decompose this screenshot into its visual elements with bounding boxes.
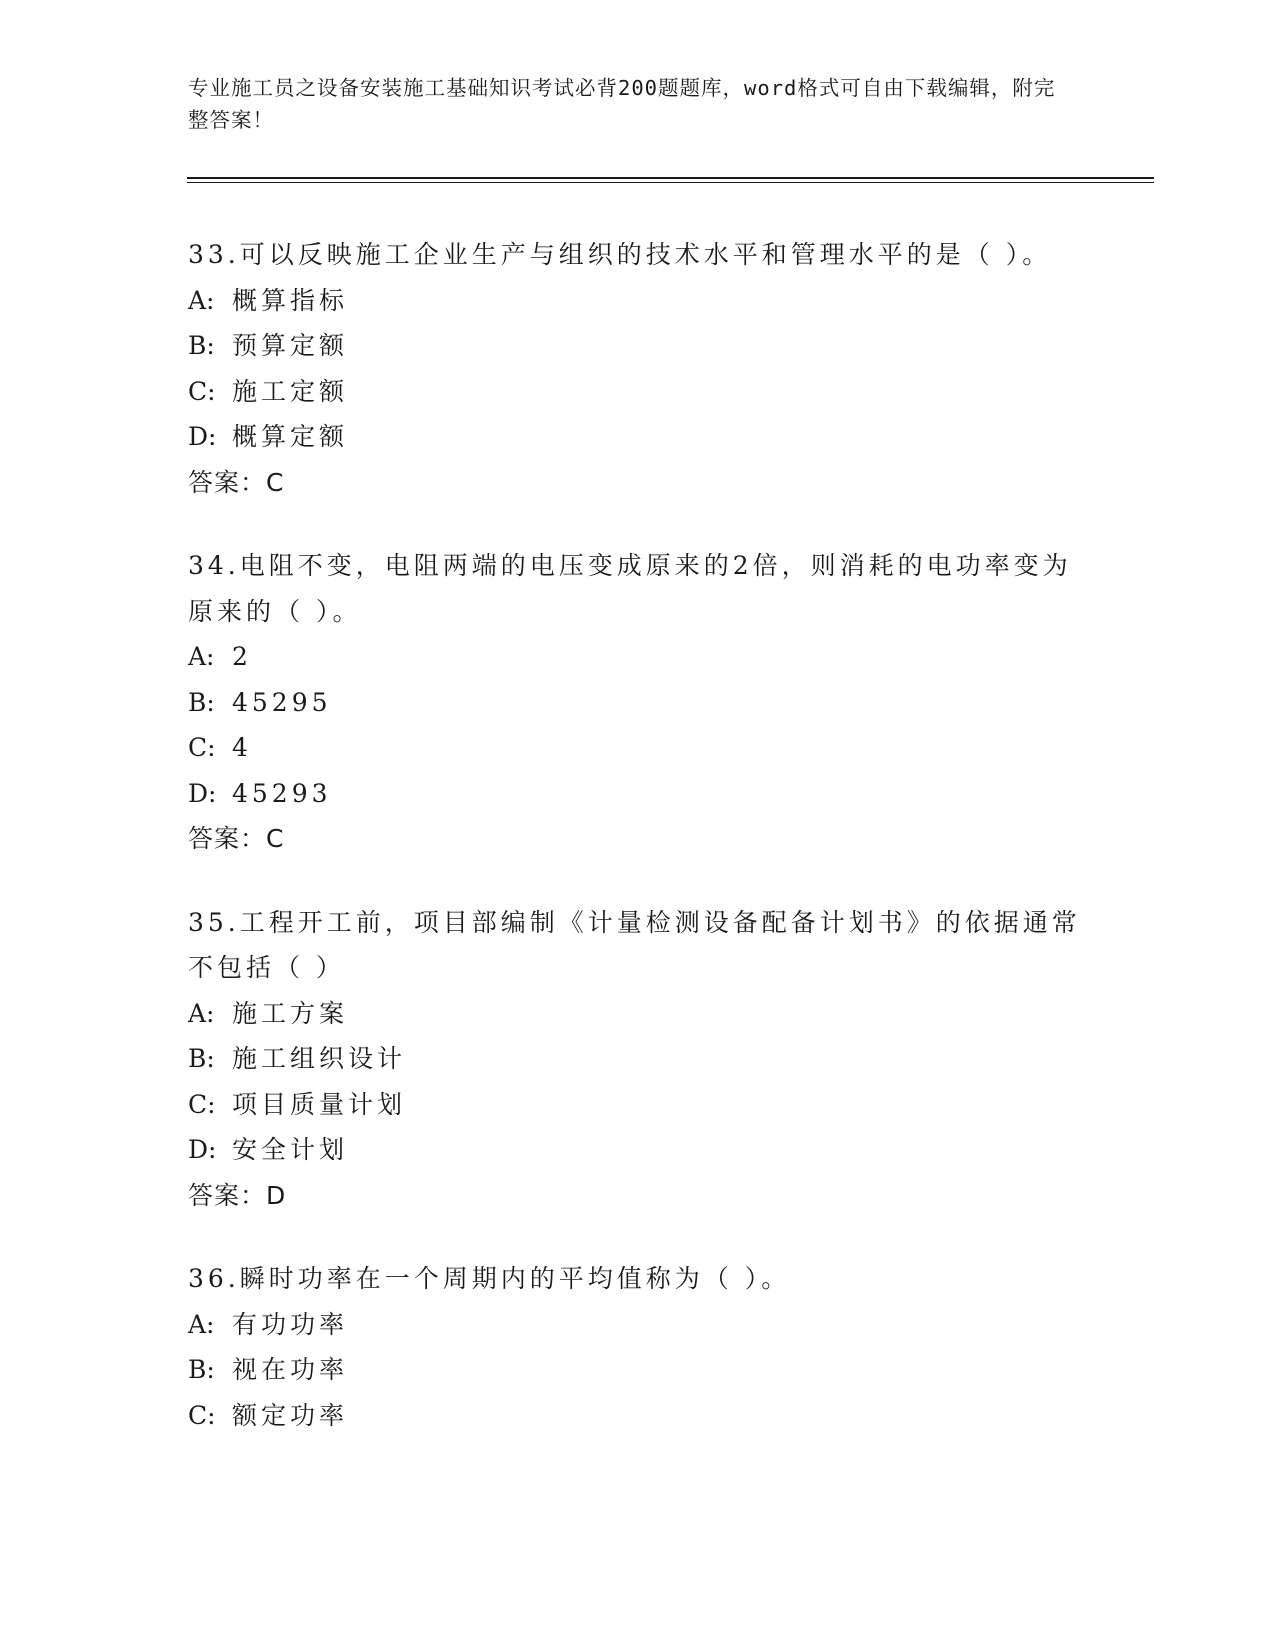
option-text: 4 — [232, 733, 252, 762]
question-35 — [188, 900, 1088, 1219]
document-header: 专业施工员之设备安装施工基础知识考试必背200题题库，word格式可自由下载编辑，附完整答案！ — [188, 76, 1056, 132]
question-list — [188, 232, 1088, 1476]
option-letter: C: — [188, 1089, 216, 1119]
answer-line: 答案：D — [188, 1180, 287, 1210]
answer-line: 答案：C — [188, 467, 285, 497]
option-c — [188, 725, 1088, 771]
option-letter: B: — [188, 1044, 215, 1073]
option-b — [188, 1036, 1088, 1082]
option-letter: A: — [188, 642, 215, 671]
answer-line: 答案：C — [188, 824, 285, 853]
option-text: 45295 — [232, 687, 332, 717]
option-letter: D: — [188, 422, 217, 451]
question-36 — [188, 1256, 1088, 1438]
option-text: 项目质量计划 — [232, 1089, 407, 1119]
header-divider-thick — [187, 177, 1154, 179]
question-stem: 35.工程开工前，项目部编制《计量检测设备配备计划书》的依据通常不包括（ ） — [188, 907, 1081, 982]
option-text: 安全计划 — [232, 1135, 349, 1164]
option-text: 概算定额 — [232, 422, 349, 451]
option-text: 45293 — [232, 778, 332, 808]
option-b — [188, 680, 1088, 726]
option-a — [188, 634, 1088, 680]
option-text: 2 — [232, 642, 252, 671]
option-a — [188, 1302, 1088, 1348]
option-letter: B: — [188, 1355, 215, 1384]
option-b — [188, 1347, 1088, 1393]
option-a — [188, 991, 1088, 1037]
option-c — [188, 369, 1088, 415]
option-letter: B: — [188, 331, 215, 360]
option-text: 额定功率 — [232, 1400, 349, 1430]
option-text: 视在功率 — [232, 1355, 349, 1384]
header-divider-thin — [187, 182, 1154, 183]
question-stem: 36.瞬时功率在一个周期内的平均值称为（ ）。 — [188, 1264, 791, 1293]
option-text: 概算指标 — [232, 285, 349, 315]
option-letter: C: — [188, 733, 216, 762]
option-d — [188, 414, 1088, 460]
option-d — [188, 1127, 1088, 1173]
option-text: 有功功率 — [232, 1309, 349, 1339]
option-letter: C: — [188, 376, 216, 406]
option-text: 施工方案 — [232, 998, 349, 1028]
question-34 — [188, 543, 1088, 862]
option-text: 施工定额 — [232, 376, 349, 406]
option-b — [188, 323, 1088, 369]
question-33 — [188, 232, 1088, 505]
question-stem: 34.电阻不变，电阻两端的电压变成原来的2倍，则消耗的电功率变为原来的（ ）。 — [188, 551, 1072, 626]
option-letter: C: — [188, 1400, 216, 1430]
option-letter: D: — [188, 1135, 217, 1164]
question-stem: 33.可以反映施工企业生产与组织的技术水平和管理水平的是（ ）。 — [188, 240, 1052, 269]
option-letter: A: — [188, 285, 215, 315]
option-text: 施工组织设计 — [232, 1044, 407, 1073]
option-letter: A: — [188, 1309, 215, 1339]
option-c — [188, 1082, 1088, 1128]
option-letter: D: — [188, 778, 217, 808]
option-d — [188, 771, 1088, 817]
option-a — [188, 278, 1088, 324]
option-text: 预算定额 — [232, 331, 349, 360]
option-c — [188, 1393, 1088, 1439]
option-letter: B: — [188, 687, 215, 717]
option-letter: A: — [188, 998, 215, 1028]
